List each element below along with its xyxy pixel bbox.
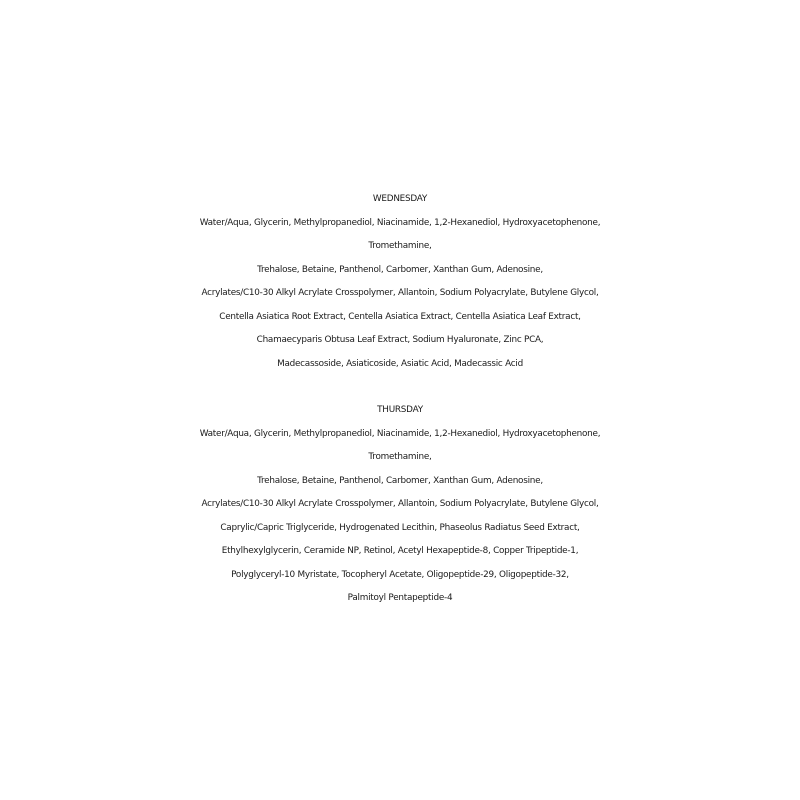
section-heading: THURSDAY (377, 405, 423, 415)
ingredient-line: Ethylhexylglycerin, Ceramide NP, Retinol, Acetyl Hexapeptide-8, Copper Tripeptide-1, (221, 546, 579, 556)
ingredient-line: Madecassoside, Asiaticoside, Asiatic Acid, Madecassic Acid (277, 358, 523, 369)
ingredient-line: Tromethamine, (368, 452, 432, 462)
section-thursday (0, 399, 800, 611)
ingredient-line: Polyglyceryl-10 Myristate, Tocopheryl Acetate, Oligopeptide-29, Oligopeptide-32, (231, 569, 569, 580)
ingredient-line: Chamaecyparis Obtusa Leaf Extract, Sodium Hyaluronate, Zinc PCA, (256, 335, 544, 345)
ingredient-line: Water/Aqua, Glycerin, Methylpropanediol, Niacinamide, 1,2-Hexanediol, Hydroxyacetophenone, (199, 428, 601, 439)
section-heading: WEDNESDAY (372, 194, 428, 204)
ingredient-line: Acrylates/C10-30 Alkyl Acrylate Crosspolymer, Allantoin, Sodium Polyacrylate, Butylene Glycol, (201, 288, 599, 298)
ingredient-line: Water/Aqua, Glycerin, Methylpropanediol, Niacinamide, 1,2-Hexanediol, Hydroxyacetophenone, (199, 217, 601, 228)
ingredient-line: Centella Asiatica Root Extract, Centella Asiatica Extract, Centella Asiatica Leaf Extract, (219, 311, 581, 322)
section-wednesday (0, 188, 800, 376)
ingredient-line: Caprylic/Capric Triglyceride, Hydrogenated Lecithin, Phaseolus Radiatus Seed Extract, (220, 522, 580, 533)
ingredient-line: Trehalose, Betaine, Panthenol, Carbomer, Xanthan Gum, Adenosine, (257, 475, 543, 486)
ingredient-line: Trehalose, Betaine, Panthenol, Carbomer, Xanthan Gum, Adenosine, (257, 264, 543, 275)
ingredient-line: Tromethamine, (368, 241, 432, 251)
ingredient-line: Acrylates/C10-30 Alkyl Acrylate Crosspolymer, Allantoin, Sodium Polyacrylate, Butylene Glycol, (201, 499, 599, 509)
ingredient-line: Palmitoyl Pentapeptide-4 (347, 593, 453, 603)
ingredients-document (0, 188, 800, 611)
